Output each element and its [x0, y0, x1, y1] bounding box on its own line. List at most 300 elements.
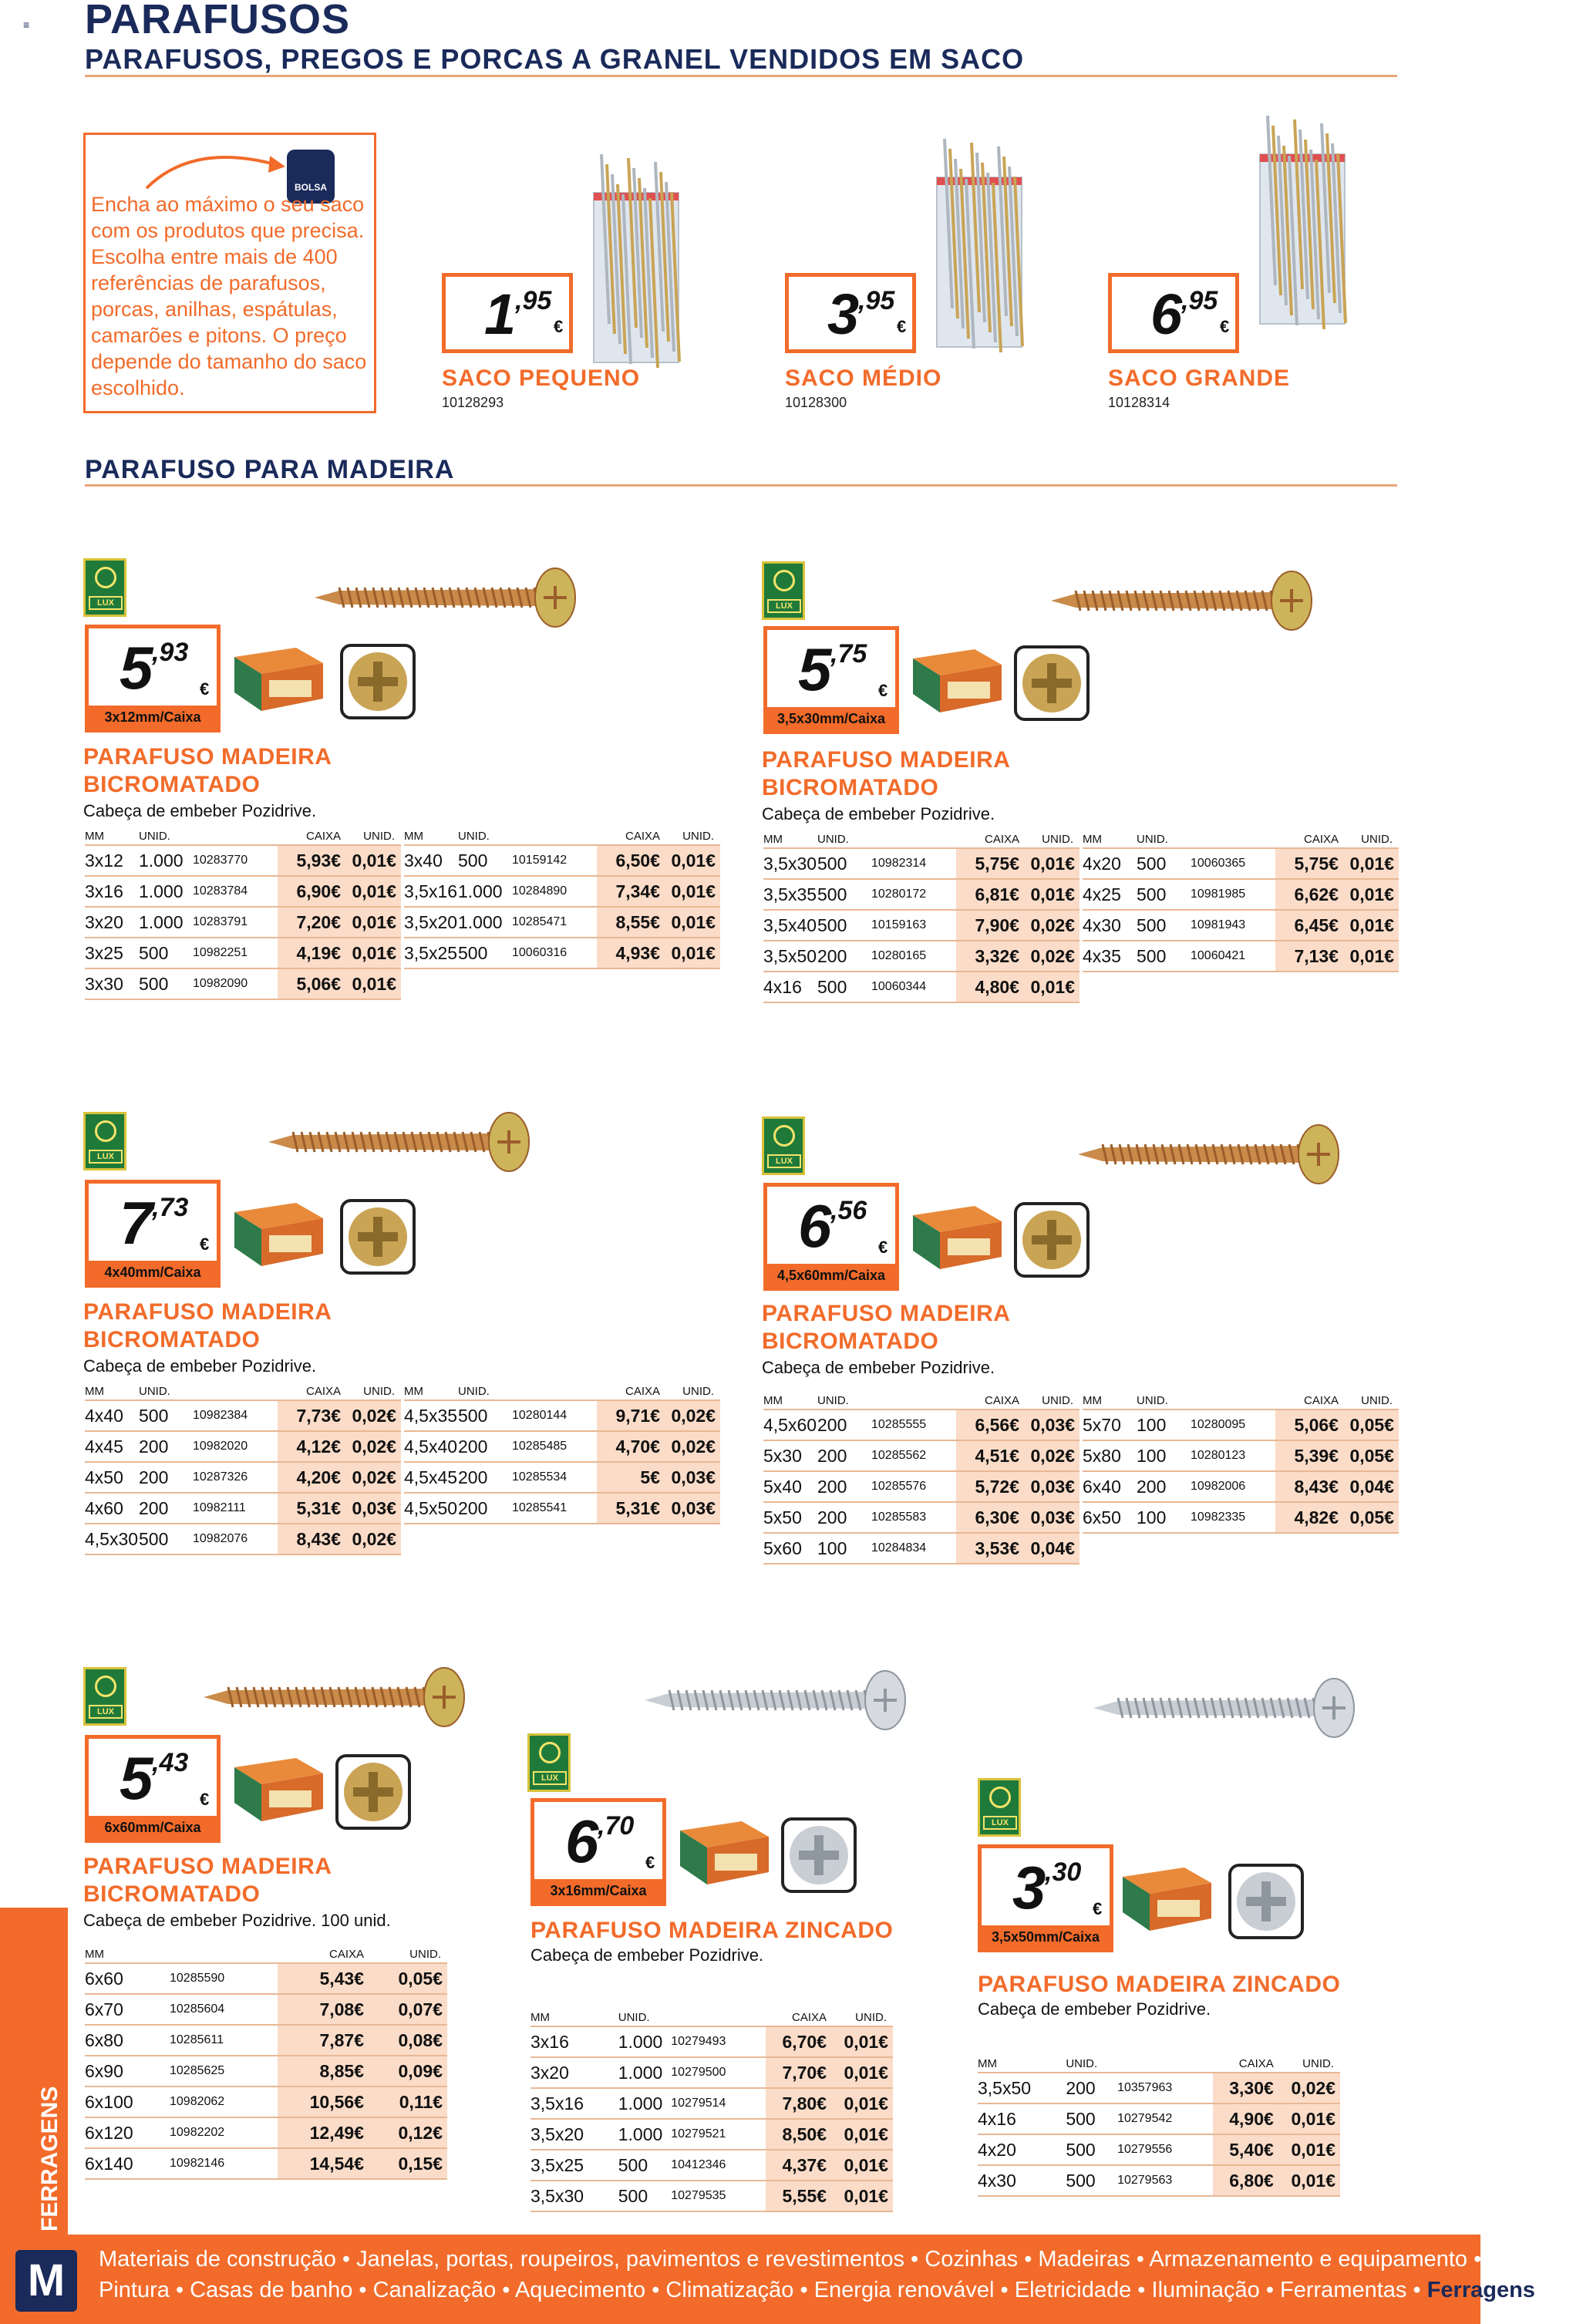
screw-head-image	[339, 1198, 416, 1275]
price-decimal: ,70	[598, 1811, 635, 1841]
size-cell: 4,5x60	[763, 1410, 817, 1440]
page-subtitle: PARAFUSOS, PREGOS E PORCAS A GRANEL VENDIDOS EM SACO	[85, 43, 1025, 75]
column-header: MM	[763, 1393, 817, 1410]
column-header: UNID.	[347, 828, 401, 845]
brand-logo	[83, 1112, 126, 1170]
screw-head-image	[339, 643, 416, 720]
table-row	[530, 2150, 893, 2181]
unit-price-cell: 0,01€	[1345, 910, 1399, 941]
qty-cell: 1.000	[618, 2088, 671, 2119]
unit-price-cell: 0,03€	[1026, 1502, 1079, 1533]
product-subtitle: BICROMATADO	[83, 1327, 261, 1352]
table-row	[85, 1493, 401, 1524]
ref-cell: 10284834	[871, 1533, 956, 1564]
column-header: UNID.	[458, 1383, 512, 1400]
size-cell: 3,5x35	[763, 879, 817, 910]
price-currency: €	[1093, 1899, 1103, 1918]
logo-text: LUX	[89, 1705, 123, 1719]
box-price-cell: 4,12€	[278, 1431, 347, 1462]
unit-price-cell: 0,01€	[1345, 941, 1399, 972]
qty-cell: 200	[139, 1462, 193, 1493]
table-row	[763, 879, 1079, 910]
box-price-cell: 4,70€	[597, 1431, 666, 1462]
size-cell: 6x140	[85, 2148, 170, 2179]
table-header	[404, 828, 720, 845]
ref-cell: 10280172	[871, 879, 956, 910]
column-header: UNID.	[1280, 2056, 1340, 2073]
column-header: CAIXA	[956, 1393, 1026, 1410]
qty-cell: 500	[139, 1400, 193, 1431]
size-cell: 5x50	[763, 1502, 817, 1533]
screw-bag-image	[1252, 100, 1360, 332]
footer-line-2: Pintura • Casas de banho • Canalização • Aquecimento • Climatização • Energia renovável • Eletricidade • Iluminação • Ferramentas • Ferragens	[99, 2278, 1535, 2302]
unit-price-cell: 0,05€	[1345, 1410, 1399, 1440]
column-header	[1191, 831, 1275, 848]
brand-logo	[762, 1117, 805, 1175]
ref-cell: 10283770	[193, 845, 278, 876]
box-price-cell: 4,93€	[597, 938, 666, 968]
size-cell: 4x16	[978, 2103, 1066, 2134]
qty-cell: 1.000	[618, 2057, 671, 2088]
product-box-image	[1115, 1861, 1215, 1935]
screw-head-image	[780, 1817, 857, 1894]
size-cell: 3,5x16	[530, 2088, 618, 2119]
price-table	[530, 2009, 893, 2212]
box-price-cell: 3,53€	[956, 1533, 1026, 1564]
column-header: CAIXA	[1275, 831, 1345, 848]
price-currency: €	[200, 1790, 210, 1809]
logo-mark	[989, 1787, 1011, 1808]
column-header	[512, 828, 597, 845]
product-title: PARAFUSO MADEIRA ZINCADO	[530, 1918, 894, 1943]
ref-cell: 10285541	[512, 1493, 597, 1524]
table-row	[85, 876, 401, 907]
qty-cell: 100	[1137, 1502, 1191, 1533]
table-row	[85, 1431, 401, 1462]
size-cell: 4,5x35	[404, 1400, 458, 1431]
unit-price-cell: 0,01€	[666, 907, 720, 938]
box-price-cell: 5,40€	[1213, 2134, 1280, 2165]
bag-icon: BOLSA	[287, 150, 335, 204]
size-cell: 3x16	[530, 2026, 618, 2057]
column-header: CAIXA	[278, 1383, 347, 1400]
ref-cell: 10981985	[1191, 879, 1275, 910]
product-box-image	[905, 643, 1005, 717]
product-subtitle: BICROMATADO	[83, 1881, 261, 1907]
column-header: UNID.	[817, 1393, 871, 1410]
column-header: MM	[404, 1383, 458, 1400]
size-cell: 6x100	[85, 2087, 170, 2117]
unit-price-cell: 0,01€	[666, 938, 720, 968]
qty-cell: 1.000	[458, 907, 512, 938]
size-cell: 6x70	[85, 1994, 170, 2025]
column-header	[1191, 1393, 1275, 1410]
box-price-cell: 10,56€	[278, 2087, 370, 2117]
box-price-cell: 7,13€	[1275, 941, 1345, 972]
product-subtitle: BICROMATADO	[83, 772, 261, 797]
size-cell: 3,5x16	[404, 876, 458, 907]
ref-cell: 10060365	[1191, 848, 1275, 879]
box-price-cell: 4,37€	[766, 2150, 833, 2181]
qty-cell: 1.000	[139, 907, 193, 938]
box-price-cell: 5,06€	[1275, 1410, 1345, 1440]
qty-cell: 500	[618, 2150, 671, 2181]
table-header	[1083, 831, 1399, 848]
column-header	[170, 1946, 278, 1963]
box-price-cell: 14,54€	[278, 2148, 370, 2179]
table-row	[1083, 1410, 1399, 1440]
column-header: UNID.	[1345, 831, 1399, 848]
box-price-cell: 7,70€	[766, 2057, 833, 2088]
qty-cell: 500	[458, 845, 512, 876]
qty-cell: 500	[618, 2181, 671, 2211]
logo-mark	[95, 567, 116, 588]
product-description: Cabeça de embeber Pozidrive.	[978, 1999, 1211, 2019]
box-price-cell: 7,08€	[278, 1994, 370, 2025]
qty-cell: 1.000	[139, 845, 193, 876]
product-title: PARAFUSO MADEIRA	[762, 747, 1011, 773]
column-header: UNID.	[1066, 2056, 1117, 2073]
box-price-cell: 5,06€	[278, 968, 347, 999]
table-row	[85, 907, 401, 938]
price-integer: 5	[120, 634, 153, 702]
qty-cell: 500	[1137, 910, 1191, 941]
logo-text: LUX	[89, 596, 123, 610]
column-header: UNID.	[1026, 831, 1079, 848]
product-box-image	[227, 1197, 327, 1271]
box-price-cell: 4,19€	[278, 938, 347, 968]
unit-price-cell: 0,01€	[347, 876, 401, 907]
column-header: MM	[763, 831, 817, 848]
table-header	[85, 1383, 401, 1400]
ref-cell: 10279521	[671, 2119, 766, 2150]
box-price-cell: 5,39€	[1275, 1440, 1345, 1471]
logo-text: LUX	[983, 1816, 1017, 1830]
unit-price-cell: 0,01€	[666, 876, 720, 907]
size-cell: 4x20	[978, 2134, 1066, 2165]
ref-cell: 10279556	[1117, 2134, 1212, 2165]
column-header: CAIXA	[278, 828, 347, 845]
table-row	[85, 2148, 447, 2179]
bag-label: SACO PEQUENO	[442, 365, 641, 391]
size-cell: 3,5x40	[763, 910, 817, 941]
size-cell: 5x70	[1083, 1410, 1137, 1440]
price-table	[85, 1946, 447, 2180]
size-cell: 4x40	[85, 1400, 139, 1431]
size-cell: 6x60	[85, 1963, 170, 1994]
size-cell: 4x60	[85, 1493, 139, 1524]
ref-cell: 10279514	[671, 2088, 766, 2119]
size-cell: 4x20	[1083, 848, 1137, 879]
unit-price-cell: 0,07€	[370, 1994, 447, 2025]
ref-cell: 10982090	[193, 968, 278, 999]
product-title: PARAFUSO MADEIRA	[83, 1854, 332, 1879]
table-row	[763, 1502, 1079, 1533]
ref-cell: 10279493	[671, 2026, 766, 2057]
box-price-cell: 6,45€	[1275, 910, 1345, 941]
unit-price-cell: 0,02€	[1026, 941, 1079, 972]
unit-price-cell: 0,01€	[833, 2150, 893, 2181]
bag-ref: 10128293	[442, 395, 504, 410]
unit-price-cell: 0,03€	[666, 1493, 720, 1524]
ref-cell: 10279535	[671, 2181, 766, 2211]
size-cell: 3x30	[85, 968, 139, 999]
table-row	[1083, 1471, 1399, 1502]
box-price-cell: 6,62€	[1275, 879, 1345, 910]
unit-price-cell: 0,01€	[1026, 848, 1079, 879]
column-header: MM	[404, 828, 458, 845]
unit-price-cell: 0,01€	[1026, 972, 1079, 1002]
box-price-cell: 4,82€	[1275, 1502, 1345, 1533]
price-decimal: ,30	[1045, 1858, 1082, 1887]
screw-head-image	[1013, 645, 1090, 722]
ref-cell: 10982251	[193, 938, 278, 968]
table-row	[763, 1471, 1079, 1502]
screw-head-image	[335, 1753, 412, 1831]
logo-mark	[539, 1742, 561, 1763]
brand-logo	[83, 1667, 126, 1726]
size-cell: 4x25	[1083, 879, 1137, 910]
size-cell: 3,5x20	[530, 2119, 618, 2150]
ref-cell: 10279563	[1117, 2165, 1212, 2196]
bag-price-tag	[1108, 273, 1239, 353]
size-cell: 4x16	[763, 972, 817, 1002]
size-cell: 3,5x50	[763, 941, 817, 972]
column-header: UNID.	[139, 828, 193, 845]
price-currency: €	[878, 1238, 888, 1257]
screw-head-image	[1013, 1201, 1090, 1278]
unit-price-cell: 0,02€	[347, 1400, 401, 1431]
size-cell: 4x50	[85, 1462, 139, 1493]
size-cell: 3,5x50	[978, 2073, 1066, 2103]
unit-price-cell: 0,01€	[1345, 879, 1399, 910]
box-price-cell: 8,43€	[278, 1524, 347, 1554]
column-header: MM	[530, 2009, 618, 2026]
box-price-cell: 8,85€	[278, 2056, 370, 2087]
qty-cell: 500	[139, 968, 193, 999]
bag-ref: 10128300	[785, 395, 847, 410]
qty-cell: 200	[139, 1431, 193, 1462]
table-row	[85, 1963, 447, 1994]
unit-price-cell: 0,02€	[347, 1462, 401, 1493]
table-row	[978, 2165, 1340, 2196]
table-row	[530, 2119, 893, 2150]
ref-cell: 10279500	[671, 2057, 766, 2088]
table-row	[404, 1400, 720, 1431]
size-cell: 3,5x20	[404, 907, 458, 938]
price-unit: 4x40mm/Caixa	[89, 1261, 217, 1284]
price-tag	[978, 1844, 1113, 1952]
price-decimal: ,95	[1181, 286, 1218, 315]
ref-cell: 10982006	[1191, 1471, 1275, 1502]
qty-cell: 200	[1066, 2073, 1117, 2103]
unit-price-cell: 0,01€	[833, 2119, 893, 2150]
size-cell: 4,5x30	[85, 1524, 139, 1554]
table-row	[763, 1440, 1079, 1471]
size-cell: 6x90	[85, 2056, 170, 2087]
unit-price-cell: 0,02€	[666, 1400, 720, 1431]
box-price-cell: 5,55€	[766, 2181, 833, 2211]
table-header	[763, 1393, 1079, 1410]
size-cell: 4x30	[978, 2165, 1066, 2196]
price-unit: 3x12mm/Caixa	[89, 706, 217, 729]
box-price-cell: 9,71€	[597, 1400, 666, 1431]
size-cell: 6x40	[1083, 1471, 1137, 1502]
unit-price-cell: 0,15€	[370, 2148, 447, 2179]
qty-cell: 200	[139, 1493, 193, 1524]
unit-price-cell: 0,01€	[1280, 2103, 1340, 2134]
table-row	[404, 845, 720, 876]
column-header: UNID.	[1137, 1393, 1191, 1410]
box-price-cell: 6,81€	[956, 879, 1026, 910]
unit-price-cell: 0,02€	[347, 1431, 401, 1462]
bag-label: SACO MÉDIO	[785, 365, 942, 391]
price-table	[763, 1393, 1079, 1564]
size-cell: 5x40	[763, 1471, 817, 1502]
price-decimal: ,93	[152, 638, 189, 667]
box-price-cell: 6,80€	[1213, 2165, 1280, 2196]
column-header: UNID.	[618, 2009, 671, 2026]
qty-cell: 200	[458, 1462, 512, 1493]
box-price-cell: 7,80€	[766, 2088, 833, 2119]
bag-ref: 10128314	[1108, 395, 1170, 410]
table-row	[404, 876, 720, 907]
ref-cell: 10283791	[193, 907, 278, 938]
box-price-cell: 7,20€	[278, 907, 347, 938]
product-title: PARAFUSO MADEIRA	[83, 744, 332, 770]
ref-cell: 10982314	[871, 848, 956, 879]
price-integer: 6	[565, 1807, 599, 1875]
bag-price-tag	[785, 273, 916, 353]
screw-bag-image	[586, 139, 694, 370]
product-description: Cabeça de embeber Pozidrive.	[83, 1356, 317, 1376]
unit-price-cell: 0,01€	[1345, 848, 1399, 879]
unit-price-cell: 0,04€	[1345, 1471, 1399, 1502]
column-header: MM	[1083, 831, 1137, 848]
price-currency: €	[878, 681, 888, 700]
table-row	[1083, 910, 1399, 941]
ref-cell: 10285534	[512, 1462, 597, 1493]
logo-mark	[95, 1676, 116, 1697]
qty-cell: 200	[817, 1471, 871, 1502]
ref-cell: 10280123	[1191, 1440, 1275, 1471]
qty-cell: 100	[817, 1533, 871, 1564]
box-price-cell: 6,90€	[278, 876, 347, 907]
brand-logo	[762, 561, 805, 620]
box-price-cell: 4,51€	[956, 1440, 1026, 1471]
box-price-cell: 8,43€	[1275, 1471, 1345, 1502]
box-price-cell: 4,20€	[278, 1462, 347, 1493]
table-row	[978, 2103, 1340, 2134]
ref-cell: 10982335	[1191, 1502, 1275, 1533]
ref-cell: 10060316	[512, 938, 597, 968]
column-header	[871, 831, 956, 848]
unit-price-cell: 0,08€	[370, 2025, 447, 2056]
ref-cell: 10357963	[1117, 2073, 1212, 2103]
price-currency: €	[200, 679, 210, 699]
box-price-cell: 5,31€	[597, 1493, 666, 1524]
unit-price-cell: 0,01€	[666, 845, 720, 876]
unit-price-cell: 0,01€	[1280, 2165, 1340, 2196]
box-price-cell: 6,50€	[597, 845, 666, 876]
logo-text: LUX	[89, 1150, 123, 1164]
size-cell: 3,5x25	[404, 938, 458, 968]
box-price-cell: 5,43€	[278, 1963, 370, 1994]
price-integer: 7	[120, 1189, 153, 1257]
menu-icon[interactable]: ≡	[23, 19, 30, 31]
price-tag	[85, 1180, 221, 1288]
qty-cell: 500	[817, 972, 871, 1002]
qty-cell: 100	[1137, 1440, 1191, 1471]
box-price-cell: 7,90€	[956, 910, 1026, 941]
unit-price-cell: 0,01€	[833, 2088, 893, 2119]
table-row	[85, 2025, 447, 2056]
box-price-cell: 4,80€	[956, 972, 1026, 1002]
column-header: UNID.	[817, 831, 871, 848]
size-cell: 3x20	[85, 907, 139, 938]
price-table	[1083, 1393, 1399, 1534]
table-row	[85, 1462, 401, 1493]
ref-cell: 10412346	[671, 2150, 766, 2181]
qty-cell: 200	[458, 1493, 512, 1524]
table-row	[1083, 1440, 1399, 1471]
price-integer: 5	[120, 1744, 153, 1812]
column-header: MM	[85, 1946, 170, 1963]
page-title: PARAFUSOS	[85, 0, 351, 42]
ref-cell: 10283784	[193, 876, 278, 907]
table-row	[978, 2134, 1340, 2165]
column-header: CAIXA	[597, 1383, 666, 1400]
product-subtitle: BICROMATADO	[762, 1329, 939, 1354]
table-row	[530, 2181, 893, 2211]
price-table	[404, 828, 720, 969]
table-row	[530, 2026, 893, 2057]
table-header	[85, 1946, 447, 1963]
box-price-cell: 5,93€	[278, 845, 347, 876]
unit-price-cell: 0,04€	[1026, 1533, 1079, 1564]
ref-cell: 10285471	[512, 907, 597, 938]
price-table	[85, 1383, 401, 1555]
table-row	[763, 941, 1079, 972]
column-header	[193, 1383, 278, 1400]
size-cell: 5x30	[763, 1440, 817, 1471]
qty-cell: 500	[1137, 848, 1191, 879]
price-unit: 3,5x50mm/Caixa	[982, 1925, 1110, 1948]
screw-bag-image	[929, 123, 1037, 355]
table-row	[763, 910, 1079, 941]
logo-mark	[95, 1120, 116, 1142]
product-description: Cabeça de embeber Pozidrive.	[762, 804, 995, 824]
table-row	[530, 2088, 893, 2119]
table-row	[763, 1533, 1079, 1564]
product-description: Cabeça de embeber Pozidrive.	[530, 1945, 764, 1965]
box-price-cell: 7,87€	[278, 2025, 370, 2056]
column-header: UNID.	[666, 828, 720, 845]
qty-cell: 1.000	[458, 876, 512, 907]
size-cell: 4,5x50	[404, 1493, 458, 1524]
price-tag	[85, 625, 221, 733]
divider	[85, 484, 1397, 487]
unit-price-cell: 0,05€	[370, 1963, 447, 1994]
box-price-cell: 3,30€	[1213, 2073, 1280, 2103]
unit-price-cell: 0,03€	[1026, 1410, 1079, 1440]
qty-cell: 500	[817, 910, 871, 941]
column-header: MM	[978, 2056, 1066, 2073]
price-integer: 3	[1012, 1854, 1046, 1922]
ref-cell: 10060421	[1191, 941, 1275, 972]
unit-price-cell: 0,03€	[347, 1493, 401, 1524]
size-cell: 3x40	[404, 845, 458, 876]
